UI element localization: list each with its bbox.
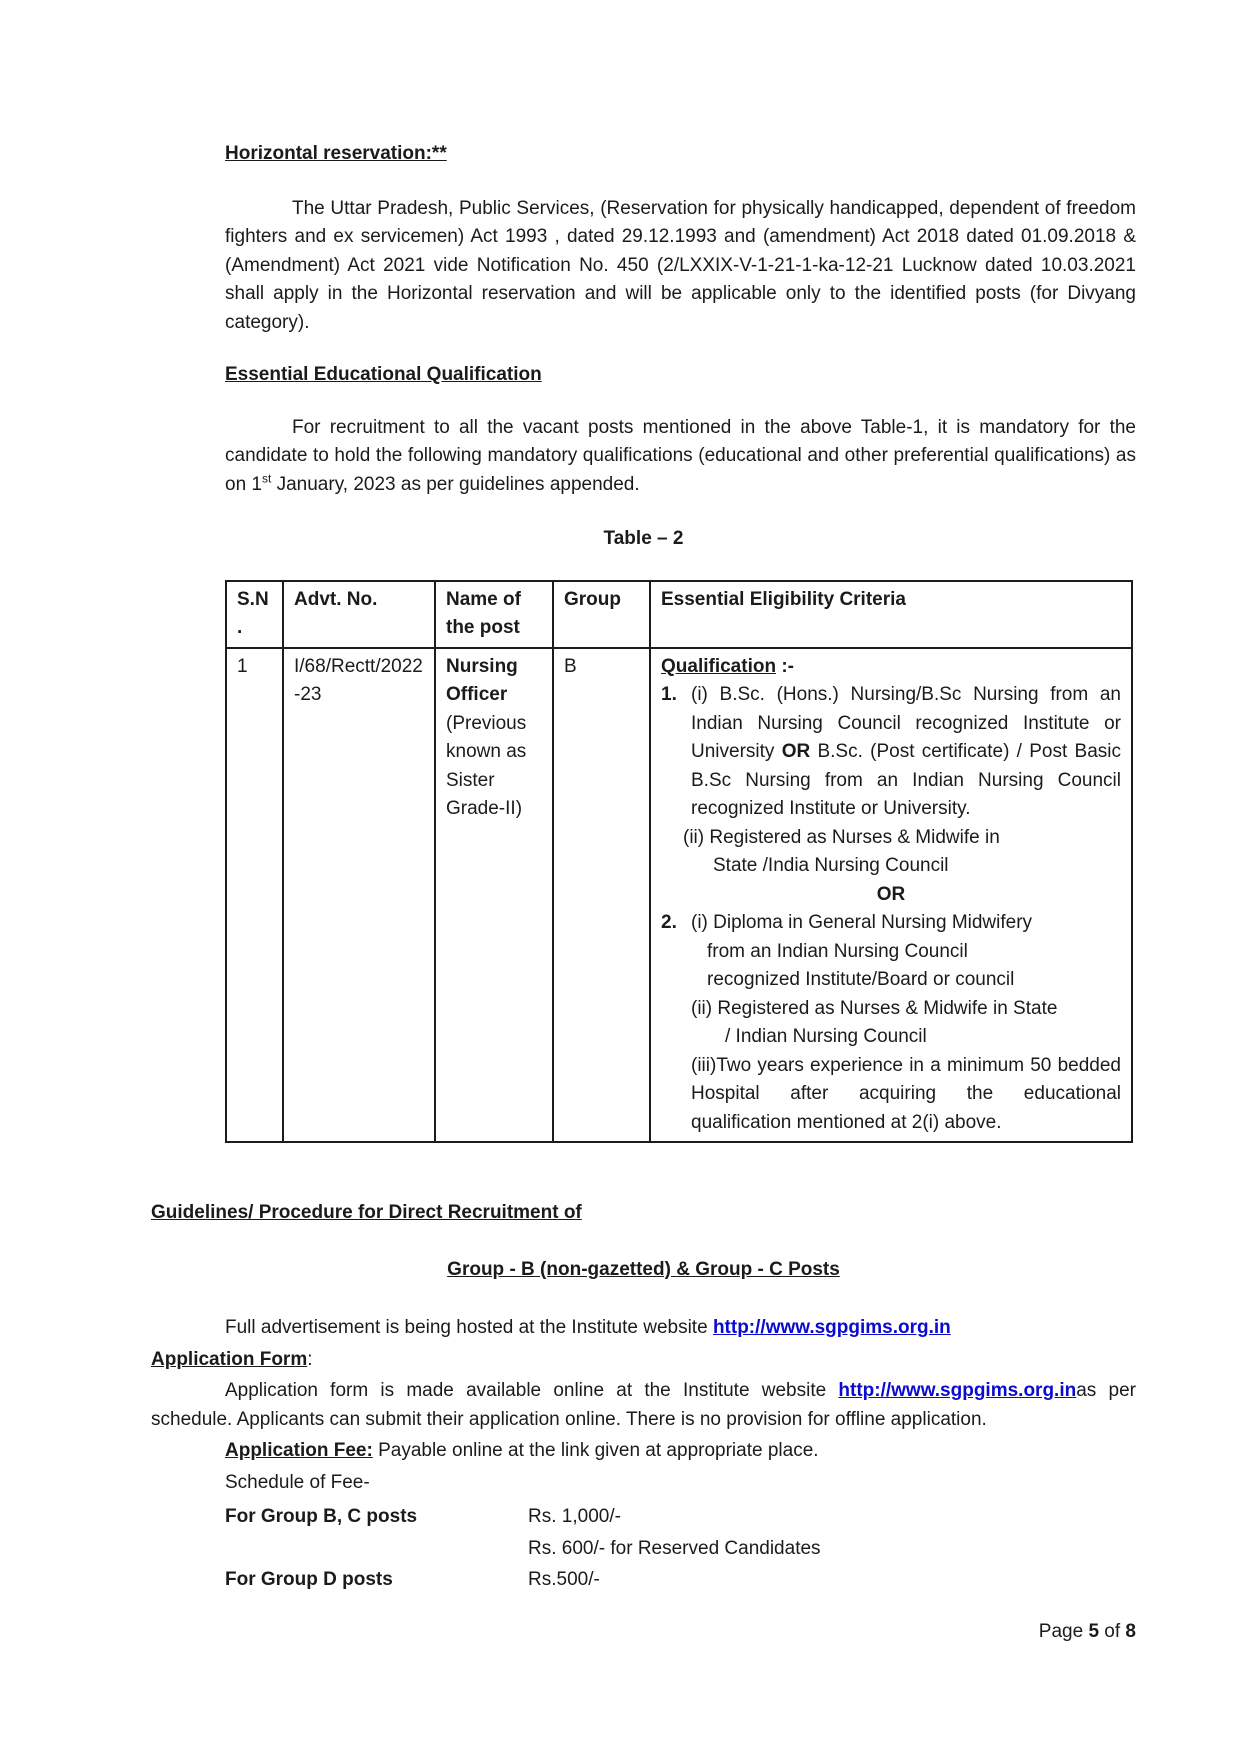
heading-horizontal-reservation bbox=[225, 140, 1136, 169]
cell-post-name bbox=[435, 648, 553, 1143]
header-advt-no: Advt. No. bbox=[283, 581, 435, 648]
criteria-item-2-ii-line2: / Indian Nursing Council bbox=[725, 1026, 927, 1047]
post-name-bold: Nursing Officer bbox=[446, 655, 518, 705]
total-pages: 8 bbox=[1125, 1620, 1136, 1642]
criteria-item-1 bbox=[661, 681, 1121, 824]
application-fee-line bbox=[225, 1437, 1136, 1466]
qualification-label: Qualification bbox=[661, 655, 777, 677]
criteria-item-2 bbox=[661, 909, 1121, 1137]
heading-guidelines bbox=[151, 1199, 1136, 1228]
item-body bbox=[691, 681, 1121, 824]
item-number: 2. bbox=[661, 912, 677, 933]
heading-text: Essential Educational Qualification bbox=[225, 364, 542, 385]
qualification-heading bbox=[661, 653, 1121, 682]
cell-advt-no: I/68/Rectt/2022-23 bbox=[283, 648, 435, 1143]
heading-text: Horizontal reservation:** bbox=[225, 143, 447, 164]
application-fee-text: Payable online at the link given at appropriate place. bbox=[372, 1440, 819, 1461]
page-number: 5 bbox=[1088, 1620, 1100, 1642]
fee-label: For Group D posts bbox=[225, 1569, 393, 1590]
criteria-or-divider: OR bbox=[876, 883, 906, 905]
application-form-label: Application Form bbox=[151, 1348, 308, 1370]
paragraph-horizontal-reservation: The Uttar Pradesh, Public Services, (Reservation for physically handicapped, dependent of freedom fighters and ex servicemen) Act 1993 , dated 29.12.1993 and (amendment) Act 2018 dated 01.09.2018 &(Amendment) Act 2021 vide Notification No. 450 (2/LXXIX-V-1-21-1-ka-12-21 Lucknow dated 10.03.2021 shall apply in the Horizontal reservation and will be applicable only to the identified posts (for Divyang category). bbox=[225, 197, 1136, 333]
page-footer bbox=[151, 1618, 1136, 1647]
criteria-item-2-iii: (iii)Two years experience in a minimum 50 bedded Hospital after acquiring the educational qualification mentioned at 2(i) above. bbox=[691, 1054, 1121, 1133]
paragraph-hosted bbox=[151, 1314, 1136, 1343]
cell-group: B bbox=[553, 648, 650, 1143]
header-criteria: Essential Eligibility Criteria bbox=[650, 581, 1132, 648]
website-link-2[interactable]: http://www.sgpgims.org.in bbox=[838, 1380, 1077, 1401]
item-body bbox=[691, 909, 1121, 1137]
post-name-rest: (Previous known as Sister Grade-II) bbox=[446, 712, 527, 819]
header-text: . bbox=[237, 617, 243, 638]
table-caption: Table – 2 bbox=[603, 528, 684, 549]
paragraph-application-form bbox=[151, 1377, 1136, 1434]
header-text: S.N bbox=[237, 588, 269, 610]
criteria-item-2-i-line3: recognized Institute/Board or council bbox=[707, 969, 1015, 990]
heading-essential-qualification bbox=[225, 361, 1136, 390]
subheading-group-posts bbox=[151, 1256, 1136, 1285]
item-text: B.Sc. (Post certificate) / Post Basic B.Sc Nursing from an Indian Nursing Council recognized Institute or University. bbox=[691, 741, 1121, 819]
schedule-of-fee-label: Schedule of Fee- bbox=[225, 1471, 370, 1493]
paragraph-text: Full advertisement is being hosted at the Institute website bbox=[225, 1317, 713, 1338]
fee-row-group-d bbox=[225, 1564, 1136, 1596]
cell-sn: 1 bbox=[226, 648, 283, 1143]
criteria-item-2-i-line2: from an Indian Nursing Council bbox=[707, 940, 968, 962]
item-number: 1. bbox=[661, 684, 677, 705]
fee-row-group-bc bbox=[225, 1501, 1136, 1533]
subheading-text: Group - B (non-gazetted) & Group - C Posts bbox=[447, 1258, 840, 1280]
item-text: (i) B.Sc. (Hons.) Nursing/B.Sc Nursing from an Indian Nursing Council recognized Institute or University bbox=[691, 684, 1121, 762]
fee-label bbox=[225, 1533, 528, 1565]
header-post-name: Name of the post bbox=[435, 581, 553, 648]
table-2 bbox=[225, 580, 1133, 1144]
criteria-item-2-ii-line1: (ii) Registered as Nurses & Midwife in State bbox=[691, 997, 1058, 1019]
criteria-item-1-ii-line1: (ii) Registered as Nurses & Midwife in bbox=[683, 826, 1000, 848]
table-row bbox=[226, 648, 1132, 1143]
heading-text: Guidelines/ Procedure for Direct Recruitment of bbox=[151, 1202, 582, 1223]
application-form-heading bbox=[151, 1346, 1136, 1375]
criteria-item-1-ii-line2: State /India Nursing Council bbox=[713, 855, 949, 876]
section-guidelines bbox=[151, 1199, 1136, 1646]
criteria-item-2-i-line1: (i) Diploma in General Nursing Midwifery bbox=[691, 912, 1033, 933]
fee-amount: Rs.500/- bbox=[528, 1569, 600, 1590]
paragraph-text: For recruitment to all the vacant posts mentioned in the above Table-1, it is mandatory for the candidate to hold the following mandatory qualifications (educational and other preferential qualifications) as on 1 bbox=[225, 416, 1136, 495]
fee-amount: Rs. 600/- for Reserved Candidates bbox=[528, 1537, 821, 1559]
paragraph-text: January, 2023 as per guidelines appended. bbox=[271, 473, 640, 495]
fee-label: For Group B, C posts bbox=[225, 1506, 418, 1527]
footer-text: Page bbox=[1038, 1620, 1089, 1642]
header-group: Group bbox=[553, 581, 650, 648]
table-header-row bbox=[226, 581, 1132, 648]
fee-amount: Rs. 1,000/- bbox=[528, 1506, 621, 1527]
application-form-colon: : bbox=[307, 1348, 313, 1370]
item-or-bold: OR bbox=[781, 741, 811, 762]
header-sn bbox=[226, 581, 283, 648]
website-link-1[interactable]: http://www.sgpgims.org.in bbox=[712, 1317, 951, 1338]
application-fee-label: Application Fee: bbox=[225, 1440, 373, 1461]
paragraph-text: as per schedule. Applicants can submit their application online. There is no provision for offline application. bbox=[151, 1380, 1136, 1430]
ordinal-superscript: st bbox=[261, 471, 272, 486]
qualification-colon: :- bbox=[776, 655, 795, 677]
footer-text: of bbox=[1099, 1620, 1126, 1642]
fee-table bbox=[151, 1501, 1136, 1596]
cell-criteria bbox=[650, 648, 1132, 1143]
section-horizontal-reservation bbox=[225, 140, 1136, 499]
paragraph-essential-qualification bbox=[225, 414, 1136, 500]
fee-row-reserved bbox=[225, 1533, 1136, 1565]
paragraph-text: Application form is made available online at the Institute website bbox=[225, 1380, 839, 1401]
